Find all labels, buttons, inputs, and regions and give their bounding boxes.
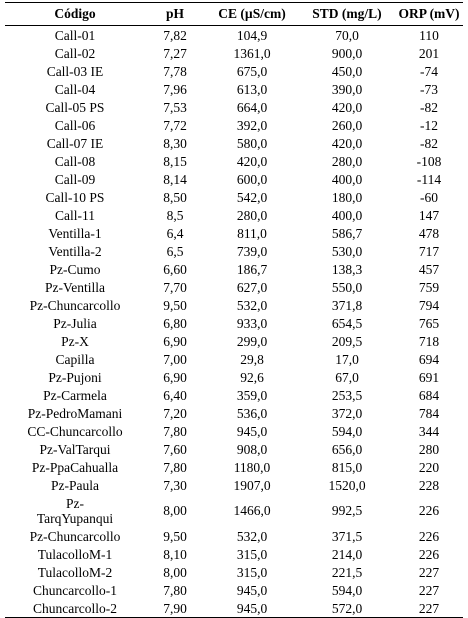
header-std: STD (mg/L) <box>312 6 382 21</box>
cell-ce: 536,0 <box>236 405 268 421</box>
cell-ph: 6,5 <box>166 243 184 259</box>
cell-ce: 675,0 <box>236 63 268 79</box>
cell-std: 400,0 <box>331 207 363 223</box>
table-row <box>5 26 463 45</box>
cell-codigo: Call-11 <box>55 207 95 223</box>
table-row <box>5 350 463 368</box>
cell-ph: 7,80 <box>163 423 187 439</box>
cell-ce: 664,0 <box>236 99 268 115</box>
cell-std: 70,0 <box>335 27 359 43</box>
table-row <box>5 545 463 563</box>
cell-codigo: Pz-PpaCahualla <box>31 459 119 475</box>
cell-ce: 542,0 <box>236 189 268 205</box>
table-row <box>5 494 463 527</box>
table-row <box>5 599 463 618</box>
cell-orp: 220 <box>418 459 440 475</box>
table-row <box>5 278 463 296</box>
cell-std: 138,3 <box>331 261 363 277</box>
header-ce: CE (µS/cm) <box>218 6 286 21</box>
cell-ce: 933,0 <box>236 315 268 331</box>
cell-orp: 765 <box>418 315 440 331</box>
table-row <box>5 152 463 170</box>
cell-codigo: TulacolloM-1 <box>37 546 113 562</box>
cell-orp: 227 <box>418 564 440 580</box>
cell-std: 594,0 <box>331 423 363 439</box>
cell-ce: 945,0 <box>236 582 268 598</box>
header-orp: ORP (mV) <box>398 6 460 21</box>
cell-codigo: Pz-Pujoni <box>48 369 102 385</box>
cell-orp: -114 <box>416 171 442 187</box>
table-row <box>5 422 463 440</box>
cell-codigo: Pz-Ventilla <box>45 279 105 295</box>
cell-codigo: Call-06 <box>54 117 96 133</box>
cell-std: 214,0 <box>331 546 363 562</box>
cell-ph: 7,78 <box>163 63 187 79</box>
cell-ce: 1907,0 <box>233 477 271 493</box>
cell-std: 420,0 <box>331 99 363 115</box>
cell-ce: 315,0 <box>236 564 268 580</box>
water-quality-table <box>5 2 463 618</box>
table-row <box>5 98 463 116</box>
cell-orp: 684 <box>418 387 440 403</box>
cell-ce: 739,0 <box>236 243 268 259</box>
cell-codigo: Pz- TarqYupanqui <box>36 495 114 526</box>
cell-std: 530,0 <box>331 243 363 259</box>
table-row <box>5 440 463 458</box>
cell-orp: 794 <box>418 297 440 313</box>
cell-ph: 8,5 <box>166 207 184 223</box>
data-table-container <box>5 0 465 618</box>
cell-std: 400,0 <box>331 171 363 187</box>
cell-std: 992,5 <box>331 503 363 518</box>
cell-codigo: Chuncarcollo-2 <box>33 600 117 616</box>
cell-std: 209,5 <box>331 333 363 349</box>
cell-ce: 600,0 <box>236 171 268 187</box>
cell-ce: 532,0 <box>236 297 268 313</box>
cell-codigo: Pz-ValTarqui <box>39 441 111 457</box>
table-header-row <box>5 3 463 26</box>
cell-std: 900,0 <box>331 45 363 61</box>
cell-orp: 457 <box>418 261 440 277</box>
cell-orp: 226 <box>418 528 440 544</box>
cell-orp: 147 <box>418 207 440 223</box>
cell-ce: 280,0 <box>236 207 268 223</box>
cell-codigo: Pz-Julia <box>53 315 97 331</box>
table-row <box>5 386 463 404</box>
cell-ph: 7,82 <box>163 27 187 43</box>
cell-ce: 945,0 <box>236 600 268 616</box>
cell-orp: 759 <box>418 279 440 295</box>
cell-std: 390,0 <box>331 81 363 97</box>
cell-ce: 945,0 <box>236 423 268 439</box>
cell-ph: 7,72 <box>163 117 187 133</box>
cell-orp: 226 <box>418 546 440 562</box>
cell-ph: 7,30 <box>163 477 187 493</box>
cell-ce: 1180,0 <box>233 459 271 475</box>
cell-std: 371,5 <box>331 528 363 544</box>
cell-ph: 7,20 <box>163 405 187 421</box>
cell-ph: 7,96 <box>163 81 187 97</box>
cell-codigo: Pz-Carmela <box>43 387 107 403</box>
cell-ph: 7,53 <box>163 99 187 115</box>
cell-ph: 7,90 <box>163 600 187 616</box>
cell-ph: 7,80 <box>163 459 187 475</box>
table-row <box>5 134 463 152</box>
cell-std: 221,5 <box>331 564 363 580</box>
cell-ce: 392,0 <box>236 117 268 133</box>
table-row <box>5 527 463 545</box>
cell-ce: 1466,0 <box>233 503 271 518</box>
cell-codigo: Pz-Paula <box>51 477 99 493</box>
cell-orp: 227 <box>418 582 440 598</box>
table-row <box>5 80 463 98</box>
cell-codigo: Pz-Chuncarcollo <box>29 297 121 313</box>
cell-codigo: Call-10 PS <box>45 189 105 205</box>
table-row <box>5 563 463 581</box>
cell-codigo: Ventilla-2 <box>48 243 102 259</box>
cell-ce: 29,8 <box>240 351 264 367</box>
cell-ph: 8,14 <box>163 171 187 187</box>
header-codigo: Código <box>54 6 96 21</box>
table-row <box>5 458 463 476</box>
cell-std: 654,5 <box>331 315 363 331</box>
table-row <box>5 116 463 134</box>
cell-std: 17,0 <box>335 351 359 367</box>
cell-ce: 580,0 <box>236 135 268 151</box>
cell-codigo: Capilla <box>55 351 95 367</box>
table-row <box>5 368 463 386</box>
table-row <box>5 206 463 224</box>
cell-ph: 6,40 <box>163 387 187 403</box>
cell-orp: -108 <box>416 153 442 169</box>
table-row <box>5 581 463 599</box>
cell-ph: 7,00 <box>163 351 187 367</box>
cropped-caption-fragment <box>5 0 465 2</box>
table-row <box>5 476 463 494</box>
cell-codigo: Pz-X <box>61 333 89 349</box>
cell-orp: 227 <box>418 600 440 616</box>
cell-orp: -74 <box>420 63 438 79</box>
table-row <box>5 170 463 188</box>
cell-std: 180,0 <box>331 189 363 205</box>
cell-std: 550,0 <box>331 279 363 295</box>
cell-ph: 7,80 <box>163 582 187 598</box>
cell-std: 260,0 <box>331 117 363 133</box>
table-row <box>5 242 463 260</box>
cell-orp: -12 <box>420 117 438 133</box>
table-row <box>5 260 463 278</box>
cell-ce: 627,0 <box>236 279 268 295</box>
cell-orp: 784 <box>418 405 440 421</box>
table-row <box>5 404 463 422</box>
cell-ph: 6,4 <box>166 225 184 241</box>
cell-codigo: Call-05 PS <box>45 99 105 115</box>
cell-codigo: Pz-Chuncarcollo <box>29 528 121 544</box>
cell-orp: 717 <box>418 243 440 259</box>
cell-codigo: Pz-PedroMamani <box>27 405 123 421</box>
cell-std: 594,0 <box>331 582 363 598</box>
cell-std: 586,7 <box>331 225 363 241</box>
header-ph: pH <box>165 6 184 21</box>
cell-ph: 6,90 <box>163 369 187 385</box>
cell-ph: 8,00 <box>163 564 187 580</box>
cell-orp: -60 <box>420 189 438 205</box>
cell-ph: 6,60 <box>163 261 187 277</box>
cell-ce: 908,0 <box>236 441 268 457</box>
cell-orp: -82 <box>420 135 438 151</box>
cell-ce: 532,0 <box>236 528 268 544</box>
cell-ph: 8,15 <box>163 153 187 169</box>
table-row <box>5 332 463 350</box>
cell-ph: 6,80 <box>163 315 187 331</box>
table-row <box>5 314 463 332</box>
cell-std: 572,0 <box>331 600 363 616</box>
cell-orp: 110 <box>419 27 439 43</box>
cell-ph: 9,50 <box>163 528 187 544</box>
cell-orp: -73 <box>420 81 438 97</box>
cell-codigo: CC-Chuncarcollo <box>27 423 123 439</box>
cell-codigo: Call-02 <box>54 45 96 61</box>
cell-ph: 8,50 <box>163 189 187 205</box>
cell-ce: 420,0 <box>236 153 268 169</box>
cell-std: 450,0 <box>331 63 363 79</box>
table-row <box>5 296 463 314</box>
cell-std: 656,0 <box>331 441 363 457</box>
cell-ce: 811,0 <box>237 225 267 241</box>
cell-orp: 228 <box>418 477 440 493</box>
cell-ce: 104,9 <box>236 27 268 43</box>
cell-codigo: TulacolloM-2 <box>37 564 113 580</box>
cell-ce: 359,0 <box>236 387 268 403</box>
table-row <box>5 224 463 242</box>
cell-codigo: Call-04 <box>54 81 96 97</box>
cell-orp: 718 <box>418 333 440 349</box>
cell-ce: 186,7 <box>236 261 268 277</box>
cell-ce: 613,0 <box>236 81 268 97</box>
cell-std: 253,5 <box>331 387 363 403</box>
cell-codigo: Chuncarcollo-1 <box>33 582 117 598</box>
table-row <box>5 44 463 62</box>
cell-std: 371,8 <box>331 297 363 313</box>
cell-codigo: Call-01 <box>54 27 96 43</box>
cell-std: 815,0 <box>331 459 363 475</box>
cell-orp: 691 <box>418 369 440 385</box>
cell-ce: 92,6 <box>240 369 264 385</box>
cell-ph: 8,30 <box>163 135 187 151</box>
cell-ph: 8,10 <box>163 546 187 562</box>
cell-std: 372,0 <box>331 405 363 421</box>
cell-ph: 9,50 <box>163 297 187 313</box>
cell-ce: 1361,0 <box>233 45 271 61</box>
cell-codigo: Call-09 <box>54 171 96 187</box>
cell-ce: 299,0 <box>236 333 268 349</box>
cell-codigo: Call-07 IE <box>46 135 104 151</box>
cell-ph: 7,27 <box>163 45 187 61</box>
cell-orp: 226 <box>418 503 440 518</box>
cell-codigo: Call-08 <box>54 153 96 169</box>
cell-orp: 344 <box>418 423 440 439</box>
cell-codigo: Pz-Cumo <box>49 261 101 277</box>
cell-orp: 478 <box>418 225 440 241</box>
cell-std: 420,0 <box>331 135 363 151</box>
cell-orp: -82 <box>420 99 438 115</box>
cell-ph: 8,00 <box>163 503 187 518</box>
cell-orp: 280 <box>418 441 440 457</box>
cell-ph: 7,60 <box>163 441 187 457</box>
cell-std: 280,0 <box>331 153 363 169</box>
cell-codigo: Ventilla-1 <box>48 225 102 241</box>
cell-std: 1520,0 <box>328 477 366 493</box>
table-row <box>5 62 463 80</box>
cell-orp: 201 <box>418 45 440 61</box>
cell-std: 67,0 <box>335 369 359 385</box>
table-body <box>5 26 463 618</box>
cell-orp: 694 <box>418 351 440 367</box>
cell-ph: 7,70 <box>163 279 187 295</box>
cell-ph: 6,90 <box>163 333 187 349</box>
cell-ce: 315,0 <box>236 546 268 562</box>
table-row <box>5 188 463 206</box>
cell-codigo: Call-03 IE <box>46 63 104 79</box>
